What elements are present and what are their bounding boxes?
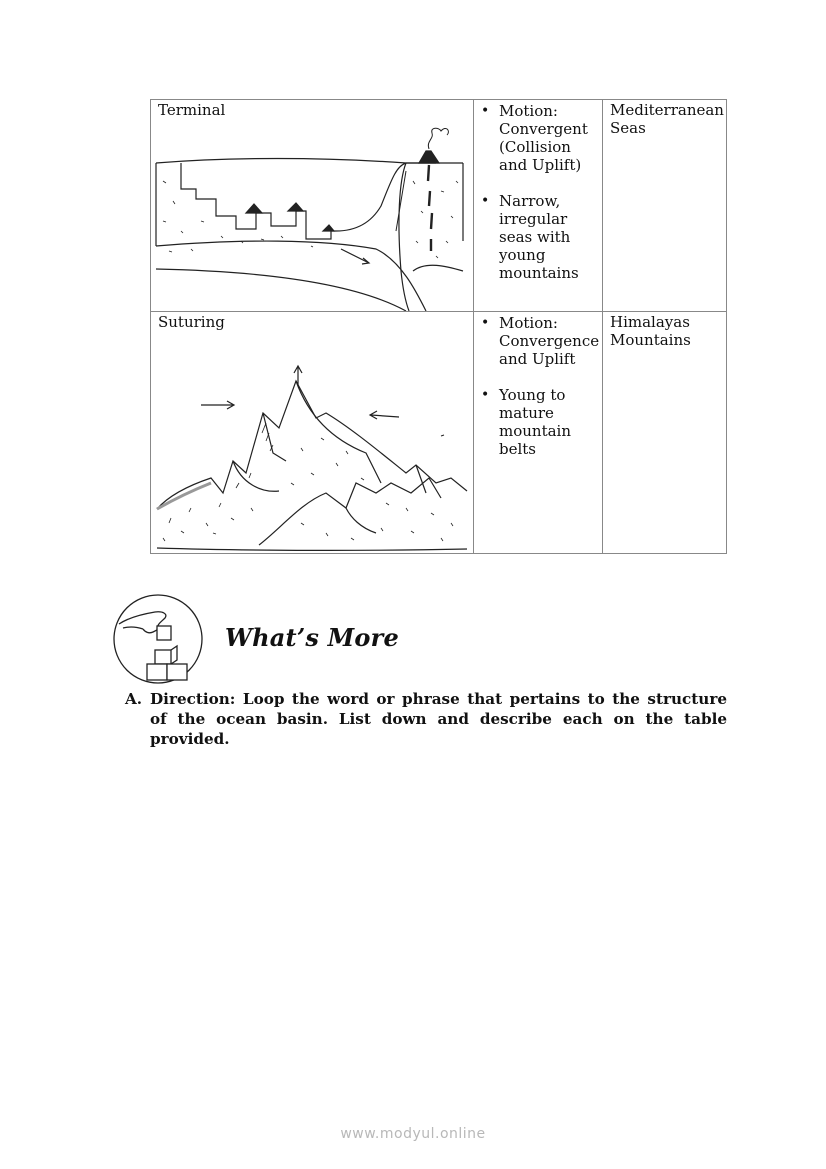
stage-cell — [151, 312, 474, 554]
stage-name: Terminal — [158, 101, 226, 119]
terminal-stage-diagram — [151, 121, 473, 311]
list-item: • Motion: Convergence and Uplift — [474, 314, 596, 368]
example-cell — [603, 100, 727, 312]
hand-stacking-blocks-icon — [113, 594, 203, 684]
item-letter: A. — [125, 690, 143, 708]
direction-paragraph — [125, 689, 727, 749]
ocean-basin-stages-table — [150, 99, 727, 554]
stage-name: Suturing — [158, 313, 225, 331]
list-item: • Narrow, irregular seas with young mountains — [474, 192, 596, 282]
example-text: Himalayas Mountains — [610, 313, 691, 349]
example-cell — [603, 312, 727, 554]
watermark: www.modyul.online — [340, 1126, 486, 1142]
list-item: • Young to mature mountain belts — [474, 386, 596, 458]
characteristics-list — [474, 100, 602, 282]
table-row — [151, 100, 727, 312]
characteristics-cell — [474, 100, 603, 312]
stage-cell — [151, 100, 474, 312]
list-item: • Motion: Convergent (Collision and Uplift) — [474, 102, 596, 174]
direction-text: Direction: Loop the word or phrase that pertains to the structure of the ocean basin. List down and describe each on the table provided. — [150, 690, 727, 748]
characteristics-cell — [474, 312, 603, 554]
example-text: Mediterranean Seas — [610, 101, 724, 137]
table-row — [151, 312, 727, 554]
section-title: What’s More — [225, 623, 399, 652]
suturing-stage-diagram — [151, 333, 473, 553]
characteristics-list — [474, 312, 602, 458]
